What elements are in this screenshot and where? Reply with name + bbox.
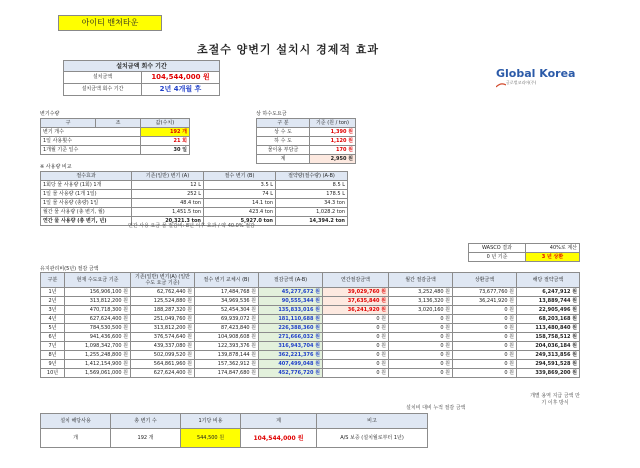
wasco-label: WASCO 결과 <box>469 244 526 253</box>
table-cell: 181,110,688 원 <box>259 315 323 324</box>
table-cell: 0 원 <box>389 351 453 360</box>
table-cell: 174,847,680 원 <box>195 369 259 378</box>
summary-table <box>40 413 428 448</box>
summary-header: 총 변기 수 <box>111 414 181 429</box>
usage-comparison-table <box>40 171 348 226</box>
table-cell: 113,480,840 원 <box>517 324 580 333</box>
compare-cell: 1,451.5 ton <box>132 208 204 217</box>
annual-header: 절수 변기 교체시 (B) <box>195 273 259 288</box>
wasco-box <box>468 243 580 262</box>
table-row <box>41 306 580 315</box>
usage-caption: 변기수량 <box>40 111 60 117</box>
table-cell: 87,423,840 원 <box>195 324 259 333</box>
water-total-value: 2,950 원 <box>310 155 356 164</box>
table-cell: 0 원 <box>389 333 453 342</box>
compare-cell: 20,321.3 ton <box>132 217 204 226</box>
table-cell: 313,812,200 원 <box>65 297 131 306</box>
table-cell: 627,624,400 원 <box>65 315 131 324</box>
table-cell: 1,569,061,000 원 <box>65 369 131 378</box>
year-cell: 10년 <box>41 369 65 378</box>
table-row <box>41 333 580 342</box>
wasco-value: 40%로 계산 <box>526 244 580 253</box>
table-cell: 6,247,912 원 <box>517 288 580 297</box>
water-label: 계 <box>257 155 310 164</box>
summary-header: 비고 <box>317 414 428 429</box>
table-cell: 13,889,744 원 <box>517 297 580 306</box>
table-cell: 156,906,100 원 <box>65 288 131 297</box>
table-cell: 158,758,512 원 <box>517 333 580 342</box>
compare-cell: 5,927.0 ton <box>204 217 276 226</box>
install-cost-value: 104,544,000 원 <box>142 72 220 84</box>
summary-header: 설치 해당사용 <box>41 414 111 429</box>
compare-cell: 1일 물 사용량 (1개 1일) <box>41 190 132 199</box>
payback-table <box>63 60 220 96</box>
usage-label: 변기 개수 <box>41 128 141 137</box>
table-cell: 39,029,760 원 <box>323 288 389 297</box>
water-caption: 상 하수도요금 <box>256 111 287 117</box>
table-cell: 139,878,144 원 <box>195 351 259 360</box>
table-cell: 0 원 <box>389 342 453 351</box>
table-cell: 0 원 <box>323 351 389 360</box>
table-cell: 0 원 <box>453 324 517 333</box>
table-cell: 22,905,496 원 <box>517 306 580 315</box>
year-cell: 8년 <box>41 351 65 360</box>
compare-header: 절약량(절수량) (A-B) <box>276 172 348 181</box>
usage-table <box>40 118 190 155</box>
water-header-1: 구 분 <box>257 119 310 128</box>
compare-header: 기존(일반) 변기 (A) <box>132 172 204 181</box>
annual-header: 연간절감금액 <box>323 273 389 288</box>
table-cell: 0 원 <box>323 360 389 369</box>
table-cell: 122,393,376 원 <box>195 342 259 351</box>
table-cell: 37,635,840 원 <box>323 297 389 306</box>
table-cell: 0 원 <box>323 333 389 342</box>
compare-caption: ※ 사용량 비교 <box>40 164 72 170</box>
compare-cell: 252 L <box>132 190 204 199</box>
compare-cell: 34.3 ton <box>276 199 348 208</box>
compare-note: 연간 사용 요금 물 절감비: 8년 이후 효과 / 약 40.0% 절감 <box>128 223 255 229</box>
summary-total: 104,544,000 원 <box>241 429 317 448</box>
table-cell: 0 원 <box>323 315 389 324</box>
table-cell: 470,718,300 원 <box>65 306 131 315</box>
table-cell: 271,666,032 원 <box>259 333 323 342</box>
compare-cell: 14,394.2 ton <box>276 217 348 226</box>
table-cell: 0 원 <box>453 306 517 315</box>
table-cell: 0 원 <box>453 315 517 324</box>
table-row <box>41 297 580 306</box>
table-row <box>41 360 580 369</box>
annual-header: 월간 절감금액 <box>389 273 453 288</box>
table-cell: 313,812,200 원 <box>131 324 195 333</box>
water-header-2: 기준 (원 / ton) <box>310 119 356 128</box>
table-cell: 34,969,536 원 <box>195 297 259 306</box>
annual-header: 절감금액 (A-B) <box>259 273 323 288</box>
table-row <box>41 342 580 351</box>
table-cell: 157,362,912 원 <box>195 360 259 369</box>
table-cell: 439,337,080 원 <box>131 342 195 351</box>
usage-header-3: 값(수치) <box>141 119 190 128</box>
install-cost-label: 설치금액 <box>64 72 142 84</box>
table-row <box>41 288 580 297</box>
year-cell: 7년 <box>41 342 65 351</box>
table-cell: 3,252,480 원 <box>389 288 453 297</box>
compare-cell: 3.5 L <box>204 181 276 190</box>
compare-cell: 연간 물 사용량 (총 변기, 년) <box>41 217 132 226</box>
year-cell: 2년 <box>41 297 65 306</box>
table-cell: 0 원 <box>323 342 389 351</box>
table-row <box>41 369 580 378</box>
table-cell: 3,136,320 원 <box>389 297 453 306</box>
table-cell: 36,241,920 원 <box>323 306 389 315</box>
table-row <box>41 324 580 333</box>
table-row <box>41 315 580 324</box>
year-cell: 4년 <box>41 315 65 324</box>
table-cell: 362,221,376 원 <box>259 351 323 360</box>
payback-period-value: 2년 4개월 후 <box>142 84 220 96</box>
compare-cell: 월간 물 사용량 (총 변기, 월) <box>41 208 132 217</box>
year-cell: 3년 <box>41 306 65 315</box>
table-cell: 188,287,320 원 <box>131 306 195 315</box>
usage-value: 192 개 <box>141 128 190 137</box>
water-label: 하 수 도 <box>257 137 310 146</box>
table-cell: 0 원 <box>389 315 453 324</box>
compare-cell: 423.4 ton <box>204 208 276 217</box>
year-cell: 9년 <box>41 360 65 369</box>
usage-label: 1일 사용횟수 <box>41 137 141 146</box>
table-cell: 0 원 <box>323 369 389 378</box>
water-value: 1,120 원 <box>310 137 356 146</box>
logo-text: Global Korea <box>496 67 576 80</box>
table-cell: 784,530,500 원 <box>65 324 131 333</box>
wasco-value: 3 년 상환 <box>526 253 580 262</box>
usage-header-1: 구 <box>41 119 96 128</box>
water-value: 1,390 원 <box>310 128 356 137</box>
table-cell: 52,454,304 원 <box>195 306 259 315</box>
table-cell: 226,388,360 원 <box>259 324 323 333</box>
compare-cell: 1회당 물 사용량 (1회) 1개 <box>41 181 132 190</box>
table-cell: 452,776,720 원 <box>259 369 323 378</box>
compare-cell: 178.5 L <box>276 190 348 199</box>
annual-caption: 유지관리비(5년) 절감 금액 <box>40 266 99 272</box>
compare-cell: 1일 물 사용량 (총량) 1일 <box>41 199 132 208</box>
table-cell: 564,861,960 원 <box>131 360 195 369</box>
compare-cell: 14.1 ton <box>204 199 276 208</box>
compare-cell: 1,028.2 ton <box>276 208 348 217</box>
page-title: 초절수 양변기 설치시 경제적 효과 <box>196 43 380 56</box>
table-cell: 0 원 <box>389 360 453 369</box>
table-cell: 1,255,248,800 원 <box>65 351 131 360</box>
table-cell: 68,203,168 원 <box>517 315 580 324</box>
year-cell: 6년 <box>41 333 65 342</box>
table-cell: 36,241,920 원 <box>453 297 517 306</box>
company-logo <box>496 67 576 91</box>
table-cell: 17,484,768 원 <box>195 288 259 297</box>
compare-header: 절수효과 <box>41 172 132 181</box>
annual-header: 구분 <box>41 273 65 288</box>
annual-header: 기존(일반) 변기(A) (일반수도 요금 기준) <box>131 273 195 288</box>
table-cell: 0 원 <box>453 342 517 351</box>
table-cell: 0 원 <box>453 333 517 342</box>
table-cell: 627,624,400 원 <box>131 369 195 378</box>
year-cell: 5년 <box>41 324 65 333</box>
water-rate-table <box>256 118 356 164</box>
table-cell: 316,943,704 원 <box>259 342 323 351</box>
compare-cell: 8.5 L <box>276 181 348 190</box>
table-cell: 0 원 <box>389 324 453 333</box>
table-cell: 376,574,640 원 <box>131 333 195 342</box>
compare-cell: 12 L <box>132 181 204 190</box>
summary-header: 계 <box>241 414 317 429</box>
compare-cell: 74 L <box>204 190 276 199</box>
annual-header: 상환금액 <box>453 273 517 288</box>
summary-cell: 544,500 원 <box>181 429 241 448</box>
summary-cell: 192 개 <box>111 429 181 448</box>
table-cell: 69,939,072 원 <box>195 315 259 324</box>
summary-cell: 개 <box>41 429 111 448</box>
wasco-label: 0 년 기준 <box>469 253 526 262</box>
compare-cell: 48.4 ton <box>132 199 204 208</box>
annual-body <box>41 288 580 378</box>
year-cell: 1년 <box>41 288 65 297</box>
table-cell: 45,277,672 원 <box>259 288 323 297</box>
water-label: 물이용 부담금 <box>257 146 310 155</box>
table-cell: 0 원 <box>453 351 517 360</box>
annual-header: 해당 절약금액 <box>517 273 580 288</box>
table-cell: 1,412,154,900 원 <box>65 360 131 369</box>
table-cell: 251,049,760 원 <box>131 315 195 324</box>
water-label: 상 수 도 <box>257 128 310 137</box>
table-cell: 941,436,600 원 <box>65 333 131 342</box>
summary-note: A/S 보증 (설치월로부터 1년) <box>317 429 428 448</box>
table-cell: 1,098,342,700 원 <box>65 342 131 351</box>
title-banner: 아이티 밴쳐타운 <box>58 15 162 31</box>
table-cell: 135,833,016 원 <box>259 306 323 315</box>
table-cell: 294,591,528 원 <box>517 360 580 369</box>
table-cell: 249,313,856 원 <box>517 351 580 360</box>
table-cell: 0 원 <box>389 369 453 378</box>
table-cell: 125,524,880 원 <box>131 297 195 306</box>
usage-label: 1개월 기준 일수 <box>41 146 141 155</box>
annual-header: 현재 수도요금 기준 <box>65 273 131 288</box>
compare-header: 절수 변기 (B) <box>204 172 276 181</box>
usage-value: 30 일 <box>141 146 190 155</box>
below-note: 설치비 대비 누적 절감 금액 <box>406 405 466 411</box>
table-row <box>41 351 580 360</box>
table-cell: 204,036,184 원 <box>517 342 580 351</box>
payback-period-label: 설치금액 회수 기간 <box>64 84 142 96</box>
logo-swoosh-icon <box>496 82 506 88</box>
table-cell: 90,555,344 원 <box>259 297 323 306</box>
table-cell: 407,499,048 원 <box>259 360 323 369</box>
table-cell: 0 원 <box>323 324 389 333</box>
table-cell: 73,677,760 원 <box>453 288 517 297</box>
annual-savings-table <box>40 272 580 378</box>
table-cell: 502,099,520 원 <box>131 351 195 360</box>
table-cell: 0 원 <box>453 369 517 378</box>
water-value: 170 원 <box>310 146 356 155</box>
summary-header: 1기당 비용 <box>181 414 241 429</box>
usage-value: 21 회 <box>141 137 190 146</box>
table-cell: 104,908,608 원 <box>195 333 259 342</box>
logo-subtext: 글로벌코리아(주) <box>506 80 537 85</box>
table-cell: 62,762,440 원 <box>131 288 195 297</box>
right-note: 개별 용역 지급 금액 만기 이후 방식 <box>530 393 580 406</box>
usage-header-2: 조 <box>96 119 141 128</box>
table-cell: 3,020,160 원 <box>389 306 453 315</box>
table-cell: 339,869,200 원 <box>517 369 580 378</box>
table-cell: 0 원 <box>453 360 517 369</box>
payback-header: 설치금액 회수 기간 <box>64 61 220 72</box>
